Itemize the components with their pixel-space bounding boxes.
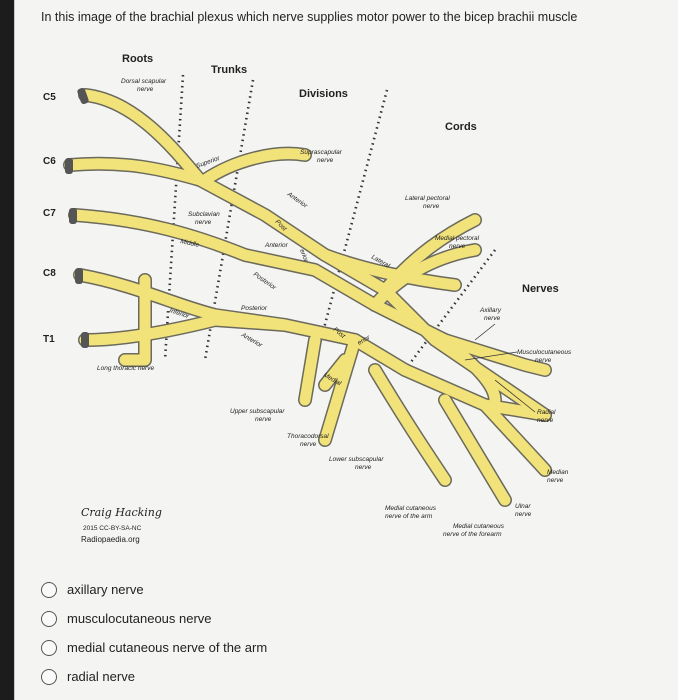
radio-button[interactable]	[41, 582, 57, 598]
label-ulnar: Ulnar	[515, 503, 531, 510]
label-lower-subscapular-nerve: nerve	[355, 464, 372, 471]
option-label: medial cutaneous nerve of the arm	[67, 640, 268, 655]
label-dorsal-scapular: Dorsal scapular	[121, 78, 167, 85]
radio-button[interactable]	[41, 640, 57, 656]
option-label: radial nerve	[67, 669, 135, 684]
label-middle: Middle	[179, 238, 200, 249]
question-page	[14, 0, 678, 700]
root-c5: C5	[43, 92, 56, 103]
nerve-band	[205, 154, 305, 180]
root-c6: C6	[43, 156, 56, 167]
label-post-2: Post	[331, 326, 347, 340]
root-c8: C8	[43, 268, 56, 279]
option-axillary-nerve[interactable]	[41, 575, 441, 604]
label-upper-subscapular-nerve: nerve	[255, 416, 272, 423]
label-inferior: Inferior	[168, 307, 190, 321]
credit-license: 2015 CC-BY-SA-NC	[83, 525, 142, 532]
label-suprascapular-nerve: nerve	[317, 157, 334, 164]
label-lateral-cord: Lateral	[370, 253, 391, 270]
label-medial-cord: Medial	[322, 371, 343, 388]
answer-options	[41, 575, 441, 691]
label-dorsal-scapular-nerve: nerve	[137, 86, 154, 93]
label-musculocutaneous-nerve: nerve	[535, 357, 552, 364]
label-long-thoracic: Long thoracic nerve	[97, 365, 155, 372]
label-ulnar-nerve: nerve	[515, 511, 532, 518]
label-subclavian: Subclavian	[188, 211, 220, 218]
option-musculocutaneous-nerve[interactable]	[41, 604, 441, 633]
heading-divisions: Divisions	[299, 88, 348, 100]
label-lateral-pectoral: Lateral pectoral	[405, 195, 450, 202]
label-upper-subscapular: Upper subscapular	[230, 408, 285, 415]
label-median-nerve: nerve	[547, 477, 564, 484]
question-text: In this image of the brachial plexus which nerve supplies motor power to the bicep brachii muscle	[41, 10, 578, 24]
label-subclavian-nerve: nerve	[195, 219, 212, 226]
label-medial-pectoral-nerve: nerve	[449, 243, 466, 250]
label-thoracodorsal: Thoracodorsal	[287, 433, 329, 440]
label-anterior-1: Anterior	[285, 190, 309, 210]
label-posterior-2: Posterior	[241, 305, 268, 312]
brachial-plexus-diagram	[25, 40, 675, 560]
label-superior: Superior	[195, 154, 221, 170]
heading-roots: Roots	[122, 53, 154, 65]
figure-credit	[81, 506, 162, 544]
label-erior-1: erior	[298, 248, 310, 263]
label-lateral-pectoral-nerve: nerve	[423, 203, 440, 210]
label-axillary-nerve: nerve	[484, 315, 501, 322]
label-posterior-1: Posterior	[251, 270, 278, 292]
label-radial-nerve: nerve	[537, 417, 554, 424]
label-lower-subscapular: Lower subscapular	[329, 456, 384, 463]
root-t1: T1	[43, 334, 55, 345]
label-medial-cutaneous-arm-2: nerve of the arm	[385, 513, 433, 520]
heading-trunks: Trunks	[211, 64, 248, 76]
label-axillary: Axillary	[480, 307, 501, 314]
label-anterior-2: Anterior	[265, 242, 288, 249]
heading-cords: Cords	[445, 121, 477, 133]
credit-site: Radiopaedia.org	[81, 535, 140, 544]
label-erior-2: erior	[356, 334, 372, 347]
radio-button[interactable]	[41, 611, 57, 627]
label-medial-cutaneous-forearm: Medial cutaneous	[453, 523, 504, 530]
option-medial-cutaneous-nerve-arm[interactable]	[41, 633, 441, 662]
heading-nerves: Nerves	[522, 283, 559, 295]
label-median: Median	[547, 469, 569, 476]
credit-author: Craig Hacking	[81, 506, 162, 519]
option-label: musculocutaneous nerve	[67, 611, 212, 626]
label-thoracodorsal-nerve: nerve	[300, 441, 317, 448]
radio-button[interactable]	[41, 669, 57, 685]
label-medial-pectoral: Medial pectoral	[435, 235, 480, 242]
label-medial-cutaneous-arm: Medial cutaneous	[385, 505, 436, 512]
label-medial-cutaneous-forearm-2: nerve of the forearm	[443, 531, 502, 538]
label-anterior-3: Anterior	[240, 331, 264, 350]
root-c7: C7	[43, 208, 56, 219]
option-radial-nerve[interactable]	[41, 662, 441, 691]
label-suprascapular: Suprascapular	[300, 149, 342, 156]
label-musculocutaneous: Musculocutaneous	[517, 349, 572, 356]
label-radial: Radial	[537, 409, 556, 416]
label-post-1: Post	[273, 218, 288, 233]
option-label: axillary nerve	[67, 582, 144, 597]
